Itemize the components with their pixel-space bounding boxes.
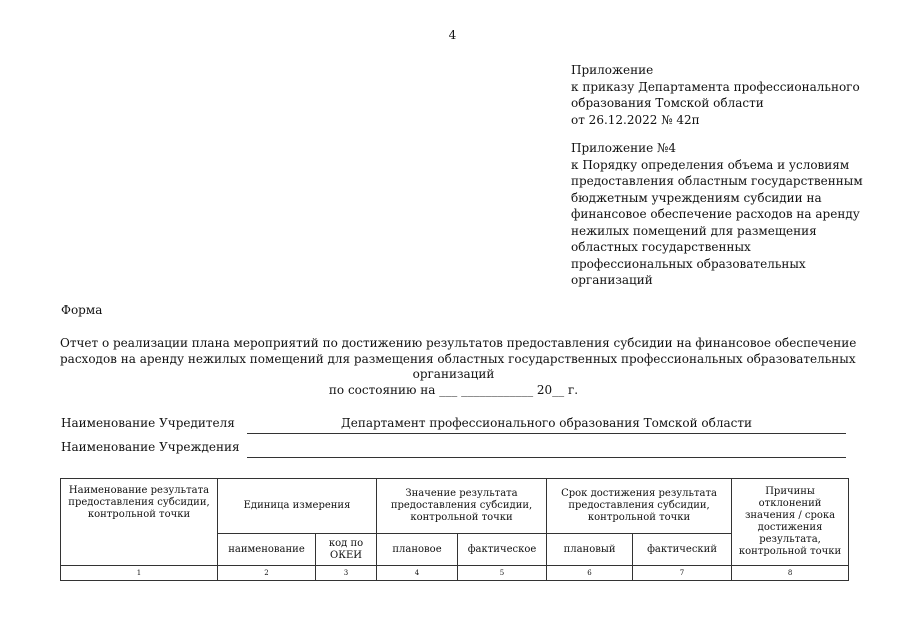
column-number: 8 bbox=[732, 566, 849, 581]
page-number: 4 bbox=[448, 28, 457, 42]
appendix-gap bbox=[571, 128, 871, 140]
appendix-4-line: Приложение №4 bbox=[571, 141, 677, 155]
institution-label: Наименование Учреждения bbox=[61, 440, 240, 454]
appendix-block bbox=[571, 62, 871, 289]
header-result-name: Наименование результата предоставления субсидии, контрольной точки bbox=[61, 479, 218, 566]
appendix-4-line: предоставления областным государственным bbox=[571, 174, 863, 188]
header-value-planned: плановое bbox=[377, 534, 458, 566]
column-number: 5 bbox=[458, 566, 547, 581]
appendix-4-line: областных государственных bbox=[571, 240, 751, 254]
form-label: Форма bbox=[61, 303, 103, 317]
column-number: 7 bbox=[633, 566, 732, 581]
appendix-line: к приказу Департамента профессионального bbox=[571, 79, 860, 94]
header-reasons: Причины отклонений значения / срока достижения результата, контрольной точки bbox=[732, 479, 849, 566]
founder-field bbox=[61, 416, 846, 436]
report-title-line: расходов на аренду нежилых помещений для размещения областных государственных профессиональных образовательных bbox=[60, 351, 856, 366]
header-unit-okei: код по ОКЕИ bbox=[316, 534, 377, 566]
column-number: 1 bbox=[61, 566, 218, 581]
appendix-4-line: к Порядку определения объема и условиям bbox=[571, 157, 850, 172]
header-deadline-planned: плановый bbox=[547, 534, 633, 566]
report-date-line: по состоянию на ___ ____________ 20__ г. bbox=[328, 382, 579, 397]
header-deadline-actual: фактический bbox=[633, 534, 732, 566]
appendix-line: от 26.12.2022 № 42п bbox=[571, 112, 700, 127]
founder-value[interactable]: Департамент профессионального образования Томской области bbox=[247, 416, 846, 434]
appendix-4-line: финансовое обеспечение расходов на аренду bbox=[571, 207, 860, 221]
header-unit: Единица измерения bbox=[218, 479, 377, 534]
founder-label: Наименование Учредителя bbox=[61, 416, 235, 430]
report-title bbox=[60, 336, 857, 398]
report-title-line: Отчет о реализации плана мероприятий по достижению результатов предоставления субсидии на финансовое обеспечение bbox=[60, 336, 857, 350]
header-value: Значение результата предоставления субсидии, контрольной точки bbox=[377, 479, 547, 534]
appendix-line: Приложение bbox=[571, 63, 654, 77]
column-number: 3 bbox=[316, 566, 377, 581]
column-number: 4 bbox=[377, 566, 458, 581]
appendix-4-line: нежилых помещений для размещения bbox=[571, 223, 817, 238]
appendix-4-line: организаций bbox=[571, 273, 653, 287]
institution-value[interactable] bbox=[247, 440, 846, 458]
header-deadline: Срок достижения результата предоставления субсидии, контрольной точки bbox=[547, 479, 732, 534]
header-unit-name: наименование bbox=[218, 534, 316, 566]
appendix-4-line: бюджетным учреждениям субсидии на bbox=[571, 190, 822, 205]
header-value-actual: фактическое bbox=[458, 534, 547, 566]
column-number: 2 bbox=[218, 566, 316, 581]
appendix-4-line: профессиональных образовательных bbox=[571, 256, 806, 271]
appendix-line: образования Томской области bbox=[571, 96, 764, 110]
column-number: 6 bbox=[547, 566, 633, 581]
report-table bbox=[60, 478, 849, 581]
institution-field bbox=[61, 440, 846, 460]
report-title-line: организаций bbox=[412, 367, 495, 381]
